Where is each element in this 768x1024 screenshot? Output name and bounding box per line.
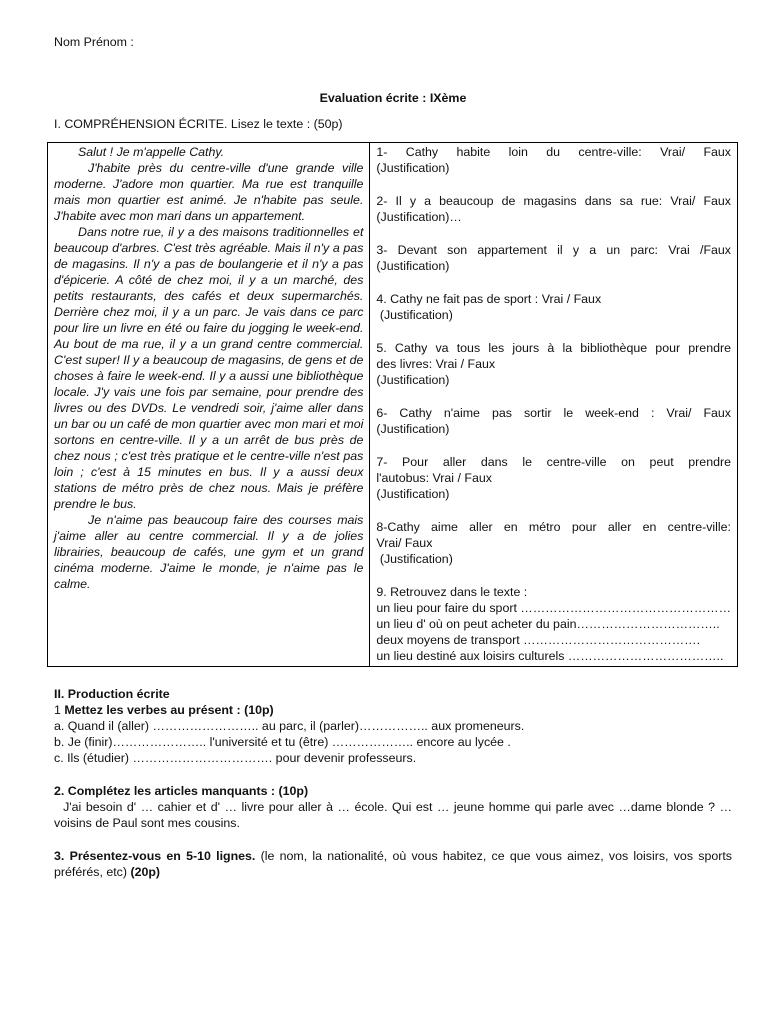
exercise-title: 3. Présentez-vous en 5-10 lignes. [54,849,256,863]
question-justification: (Justification) [376,373,450,387]
exercise-title: 2. Complétez les articles manquants : (10p) [54,784,309,798]
question-text-cont: l'autobus: Vrai / Faux [376,471,492,485]
question-item [376,519,731,567]
question-justification: (Justification) [376,487,450,501]
question-text: 7- Pour aller dans le centre-ville on peut prendre [376,455,731,469]
question-text: 5. Cathy va tous les jours à la bibliothèque pour prendre [376,341,731,355]
question-justification: (Justification) [376,259,450,273]
reading-text [48,143,370,666]
exercise-title: Mettez les verbes au présent : (10p) [64,703,274,717]
question-justification: (Justification) [376,552,453,566]
question-text: 6- Cathy n'aime pas sortir le week-end : Vrai/ Faux [376,406,731,420]
question-item [376,144,731,176]
question-text-cont: Vrai/ Faux [376,536,433,550]
page-title: Evaluation écrite : IXème [319,91,467,105]
find-item: deux moyens de transport ……………………………………. [376,633,701,647]
exercise-number: 1 [54,703,65,717]
exercise-heading [54,702,732,718]
exercise-line: c. Ils (étudier) ……………………………. pour devenir professeurs. [54,751,417,765]
question-justification: (Justification)… [376,210,462,224]
question-item [376,242,731,274]
name-label: Nom Prénom : [54,35,134,49]
question-item [376,193,731,225]
comprehension-table [47,142,738,667]
find-item: un lieu d' où on peut acheter du pain…………………………….. [376,617,720,631]
question-text: 8-Cathy aime aller en métro pour aller en centre-ville: [376,520,731,534]
question-text-cont: des livres: Vrai / Faux [376,357,496,371]
exercise-paragraph [54,848,732,880]
text-paragraph: Je n'aime pas beaucoup faire des courses mais j'aime aller au centre commercial. Il y a de jolies librairies, beaucoup de cafés, une gym et un grand cinéma moderne. J'aime le monde, je n'aime pas le calme. [54,513,364,591]
spacer [54,766,732,783]
exercise-text: (le nom, la nationalité, où vous habitez, ce que vous aimez, vos loisirs, vos sports préférés, etc) [54,849,732,879]
question-text: 1- Cathy habite loin du centre-ville: Vrai/ Faux [376,145,731,159]
spacer [54,831,732,848]
exercise-text: J'ai besoin d' … cahier et d' … livre pour aller à … école. Qui est … jeune homme qui parle avec …dame blonde ? … voisins de Paul sont mes cousins. [54,800,736,830]
question-justification: (Justification) [376,422,450,436]
find-item: un lieu pour faire du sport …………………………………………… [376,601,731,615]
question-justification: (Justification) [376,308,453,322]
questions-column [370,143,737,666]
text-paragraph: J'habite près du centre-ville d'une grande ville moderne. J'adore mon quartier. Ma rue est tranquille mais mon quartier est animé. Je n'habite pas seule. J'habite avec mon mari dans un appartement. [54,161,364,223]
question-item [376,291,731,323]
question-item [376,340,731,388]
exercise-line: b. Je (finir)………………….. l'université et tu (être) ……………….. encore au lycée . [54,735,511,749]
question-justification: (Justification) [376,161,450,175]
question-text: 2- Il y a beaucoup de magasins dans sa rue: Vrai/ Faux [376,194,731,208]
question-text: 4. Cathy ne fait pas de sport : Vrai / Faux [376,292,602,306]
exercise-points: (20p) [130,865,161,879]
find-in-text [376,584,731,664]
text-paragraph: Dans notre rue, il y a des maisons traditionnelles et beaucoup d'arbres. C'est très agréable. Mais il n'y a pas de magasins. Il n'y a pas de boulangerie et il n'y a pas d'épicerie. A côté de chez moi, il y a un marché, des petits restaurants, des cafés et deux supermarchés. Derrière chez moi, il y a un parc. Je vais dans ce parc pour lire un livre en été ou faire du jogging le week-end. Au bout de ma rue, il y a un grand centre commercial. C'est super! Il y a beaucoup de magasins, de gens et de choses à faire le week-end. Il y a aussi une bibliothèque locale. J'y vais une fois par semaine, pour prendre des livres ou des DVDs. Le vendredi soir, j'aime aller dans un bar ou un café de mon quartier avec mon mari et moi sortons en centre-ville. Il y a un arrêt de bus près de chez nous ; c'est très pratique et le centre-ville n'est pas loin ; c'est à 15 minutes en bus. Il y a aussi deux stations de métro près de chez nous. Mais je préfère prendre le bus. [54,225,364,511]
section-heading: I. COMPRÉHENSION ÉCRITE. Lisez le texte : (50p) [54,117,343,131]
question-text: 3- Devant son appartement il y a un parc: Vrai /Faux [376,243,731,257]
find-item: un lieu destiné aux loisirs culturels ……………………………….. [376,649,724,663]
text-paragraph: Salut ! Je m'appelle Cathy. [78,145,225,159]
section-heading: II. Production écrite [54,687,170,701]
exercise-line: a. Quand il (aller) …………………….. au parc, il (parler)…………….. aux promeneurs. [54,719,525,733]
question-item [376,405,731,437]
production-section [54,686,736,880]
question-item [376,454,731,502]
find-title: 9. Retrouvez dans le texte : [376,585,528,599]
